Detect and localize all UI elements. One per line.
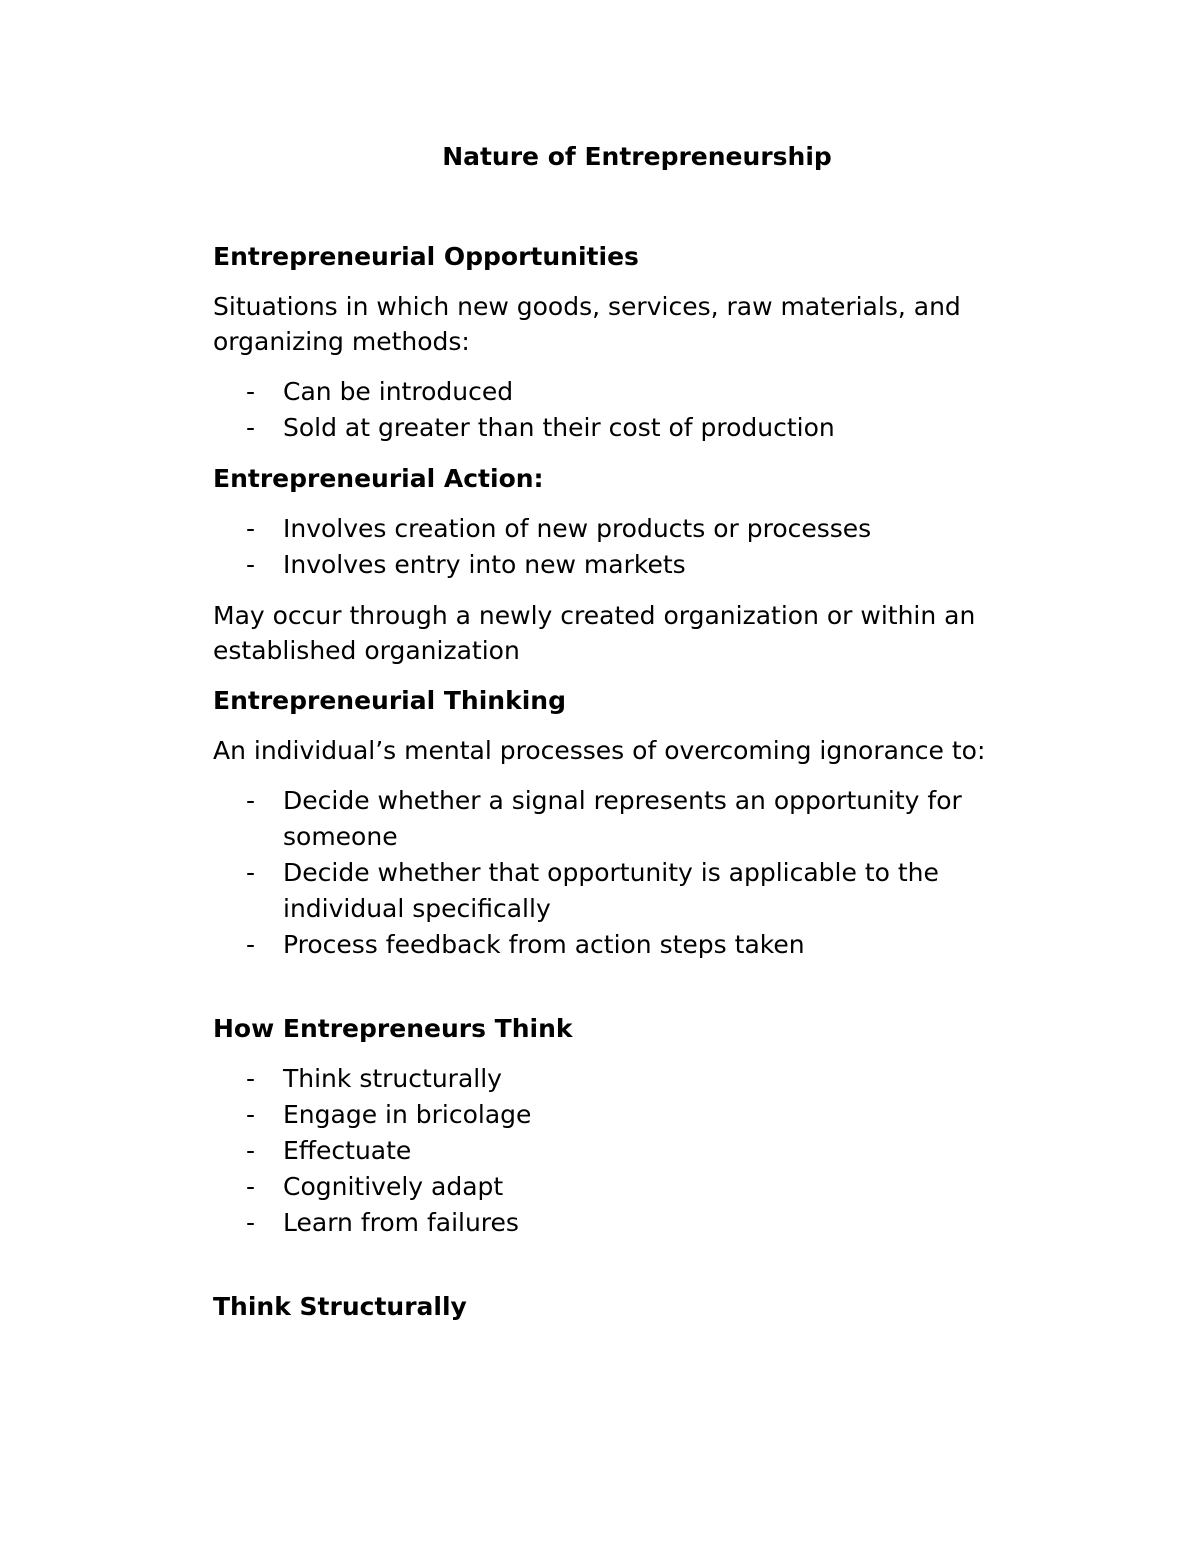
bullet-list-opportunities: [213, 374, 1063, 446]
list-item-text: Engage in bricolage: [283, 1100, 532, 1129]
section-heading-how-think: How Entrepreneurs Think: [213, 1014, 573, 1043]
bullet-dash: -: [246, 1064, 256, 1093]
list-item-text: Sold at greater than their cost of production: [283, 413, 835, 442]
bullet-dash: -: [246, 858, 256, 887]
bullet-dash: -: [246, 1172, 256, 1201]
section-heading-thinking: Entrepreneurial Thinking: [213, 686, 566, 715]
list-item: [213, 1205, 1063, 1241]
list-item: [213, 927, 1063, 963]
list-item: [213, 547, 1063, 583]
list-item-text: Learn from failures: [283, 1208, 519, 1237]
bullet-list-thinking: [213, 783, 1063, 963]
section-intro-opportunities: Situations in which new goods, services, raw materials, and organizing methods:: [213, 292, 961, 356]
bullet-dash: -: [246, 1208, 256, 1237]
list-item-text: Think structurally: [283, 1064, 502, 1093]
list-item: [213, 1061, 1063, 1097]
section-heading-opportunities: Entrepreneurial Opportunities: [213, 242, 639, 271]
section-outro-action: May occur through a newly created organization or within an established organization: [213, 601, 976, 665]
bullet-dash: -: [246, 377, 256, 406]
page-title: Nature of Entrepreneurship: [442, 142, 832, 171]
bullet-dash: -: [246, 930, 256, 959]
bullet-dash: -: [246, 514, 256, 543]
section-intro-thinking: An individual’s mental processes of overcoming ignorance to:: [213, 736, 986, 765]
section-heading-think-structurally: Think Structurally: [213, 1292, 467, 1321]
list-item-text: Cognitively adapt: [283, 1172, 504, 1201]
list-item: [213, 855, 1063, 927]
list-item-text: Involves creation of new products or processes: [283, 514, 872, 543]
bullet-dash: -: [246, 413, 256, 442]
list-item-text: Involves entry into new markets: [283, 550, 686, 579]
list-item: [213, 511, 1063, 547]
document-content: [213, 139, 1063, 1339]
bullet-dash: -: [246, 786, 256, 815]
bullet-list-how-think: [213, 1061, 1063, 1241]
list-item: [213, 374, 1063, 410]
bullet-dash: -: [246, 1100, 256, 1129]
list-item-text: Effectuate: [283, 1136, 412, 1165]
list-item-text: Process feedback from action steps taken: [283, 930, 805, 959]
list-item: [213, 1169, 1063, 1205]
list-item-text: Decide whether that opportunity is applicable to the individual specifically: [283, 858, 939, 923]
list-item-text: Decide whether a signal represents an opportunity for someone: [283, 786, 962, 851]
list-item: [213, 1133, 1063, 1169]
section-heading-action: Entrepreneurial Action:: [213, 464, 544, 493]
list-item: [213, 410, 1063, 446]
bullet-dash: -: [246, 550, 256, 579]
spacer: [213, 1256, 1063, 1289]
list-item: [213, 783, 1063, 855]
bullet-list-action: [213, 511, 1063, 583]
list-item-text: Can be introduced: [283, 377, 514, 406]
list-item: [213, 1097, 1063, 1133]
spacer: [213, 978, 1063, 1011]
bullet-dash: -: [246, 1136, 256, 1165]
